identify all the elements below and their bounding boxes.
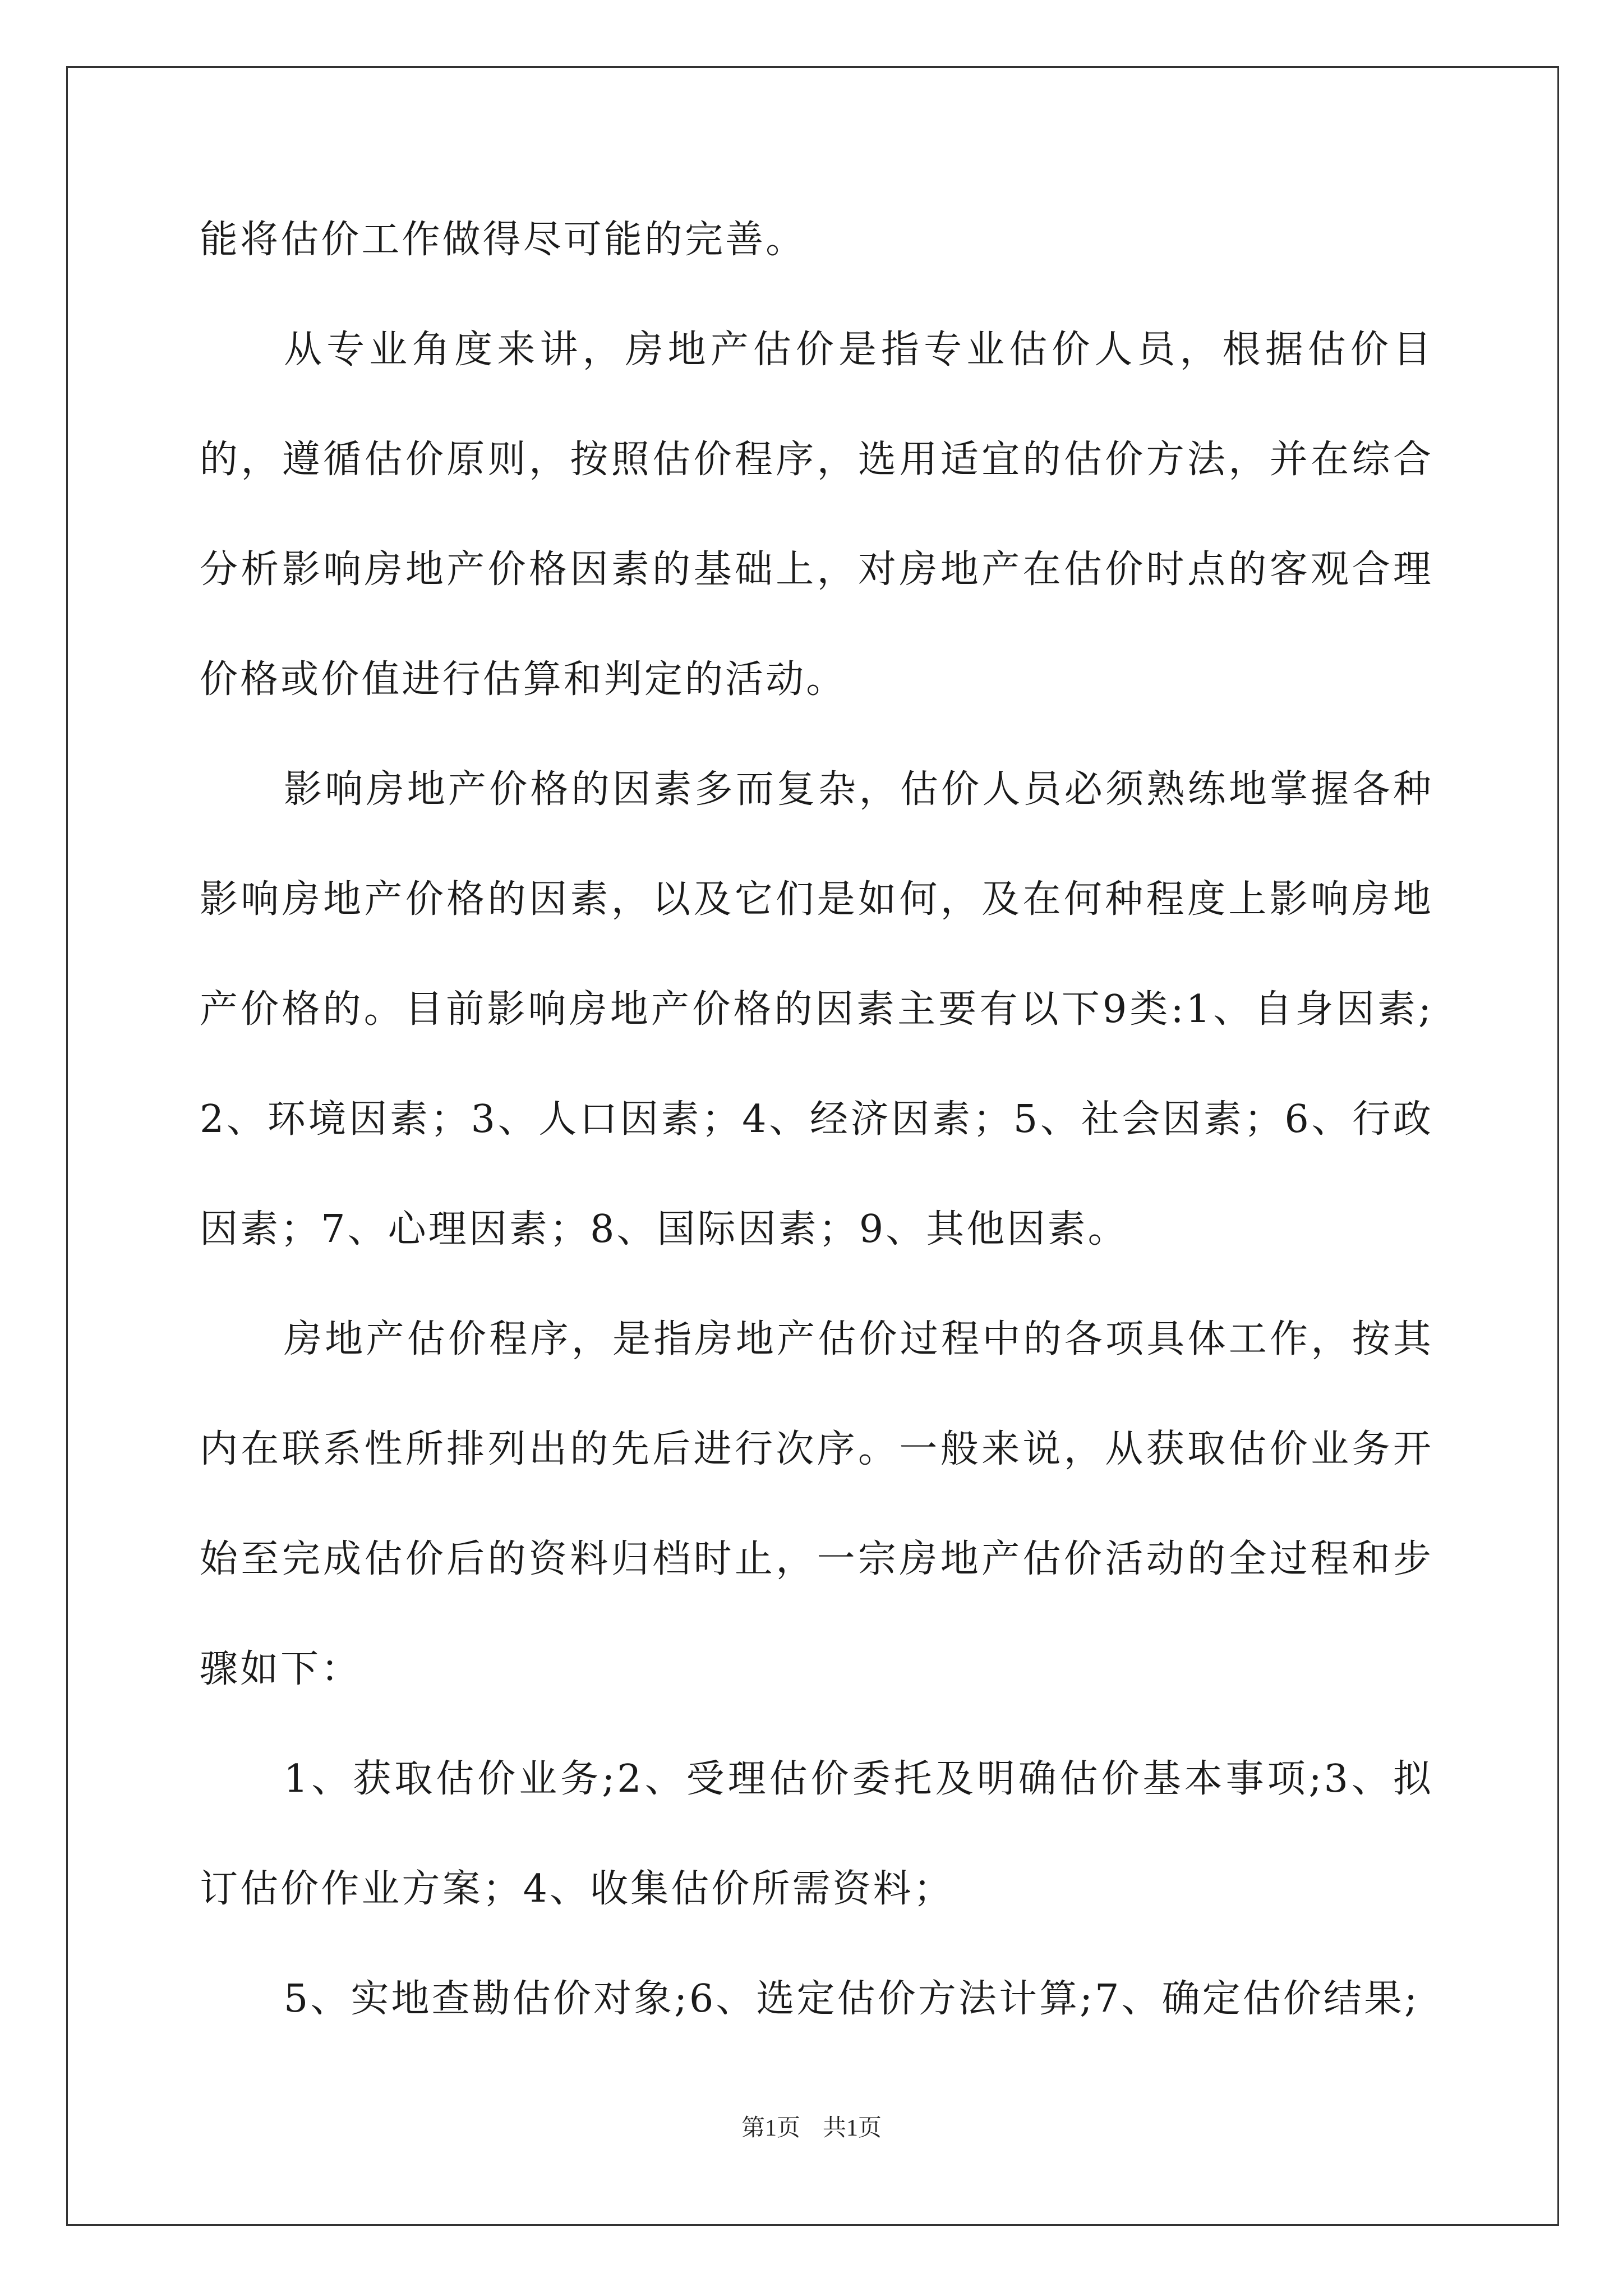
paragraph-6: 5、实地查勘估价对象;6、选定估价方法计算;7、确定估价结果;: [284, 1977, 1420, 2021]
paragraph-4: 房地产估价程序，是指房地产估价过程中的各项具体工作，按其内在联系性所排列出的先后进行次序。一般来说，从获取估价业务开始至完成估价后的资料归档时止，一宗房地产估价活动的全过程和步骤如下：: [200, 1317, 1433, 1691]
paragraph-5: 1、获取估价业务;2、受理估价委托及明确估价基本事项;3、拟订估价作业方案；4、收集估价所需资料；: [200, 1757, 1433, 1911]
paragraph-3: 影响房地产价格的因素多而复杂，估价人员必须熟练地掌握各种影响房地产价格的因素，以及它们是如何，及在何种程度上影响房地产价格的。目前影响房地产价格的因素主要有以下9类:1、自身因素;2、环境因素；3、人口因素；4、经济因素；5、社会因素；6、行政因素；7、心理因素；8、国际因素；9、其他因素。: [200, 767, 1433, 1251]
page-number-total: 共1页: [823, 2115, 882, 2141]
paragraph-2: 从专业角度来讲，房地产估价是指专业估价人员，根据估价目的，遵循估价原则，按照估价程序，选用适宜的估价方法，并在综合分析影响房地产价格因素的基础上，对房地产在估价时点的客观合理价格或价值进行估算和判定的活动。: [200, 328, 1433, 702]
page-number-current: 第1页: [741, 2115, 800, 2141]
document-body: [200, 185, 1433, 2054]
page-footer: [0, 2109, 1623, 2143]
paragraph-1: 能将估价工作做得尽可能的完善。: [200, 218, 806, 262]
